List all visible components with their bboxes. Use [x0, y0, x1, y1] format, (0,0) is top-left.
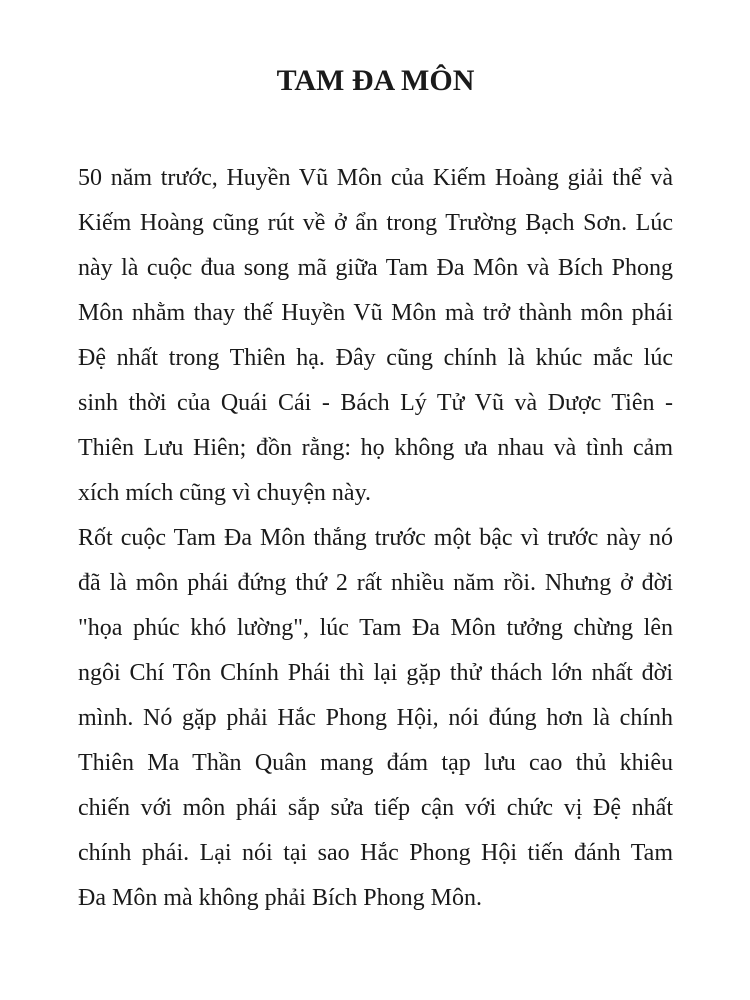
text-line: sinh thời của Quái Cái - Bách Lý Tử Vũ và Dược Tiên - — [78, 390, 673, 416]
text-line: Thiên Lưu Hiên; đồn rằng: họ không ưa nhau và tình cảm — [78, 435, 673, 461]
text-line: chính phái. Lại nói tại sao Hắc Phong Hội tiến đánh Tam — [78, 840, 673, 866]
text-line: đã là môn phái đứng thứ 2 rất nhiều năm rồi. Nhưng ở đời — [78, 570, 673, 596]
text-line: 50 năm trước, Huyền Vũ Môn của Kiếm Hoàng giải thể và — [78, 165, 673, 191]
text-line: Đệ nhất trong Thiên hạ. Đây cũng chính là khúc mắc lúc — [78, 345, 673, 371]
paragraph — [78, 156, 673, 516]
text-line: mình. Nó gặp phải Hắc Phong Hội, nói đúng hơn là chính — [78, 705, 673, 731]
page-title: TAM ĐA MÔN — [276, 64, 475, 97]
text-line: Rốt cuộc Tam Đa Môn thắng trước một bậc vì trước này nó — [78, 525, 673, 551]
text-line: Thiên Ma Thần Quân mang đám tạp lưu cao thủ khiêu — [78, 750, 673, 776]
text-line: Kiếm Hoàng cũng rút về ở ẩn trong Trường Bạch Sơn. Lúc — [78, 210, 673, 236]
text-line: Môn nhằm thay thế Huyền Vũ Môn mà trở thành môn phái — [78, 300, 673, 326]
text-line: chiến với môn phái sắp sửa tiếp cận với chức vị Đệ nhất — [78, 795, 673, 821]
text-line: xích mích cũng vì chuyện này. — [78, 480, 372, 506]
text-line: "họa phúc khó lường", lúc Tam Đa Môn tưởng chừng lên — [78, 615, 673, 641]
paragraph — [78, 516, 673, 921]
text-line: này là cuộc đua song mã giữa Tam Đa Môn và Bích Phong — [78, 255, 673, 281]
text-line: ngôi Chí Tôn Chính Phái thì lại gặp thử thách lớn nhất đời — [78, 660, 673, 686]
text-line: Đa Môn mà không phải Bích Phong Môn. — [78, 885, 482, 911]
document-body — [78, 156, 673, 921]
